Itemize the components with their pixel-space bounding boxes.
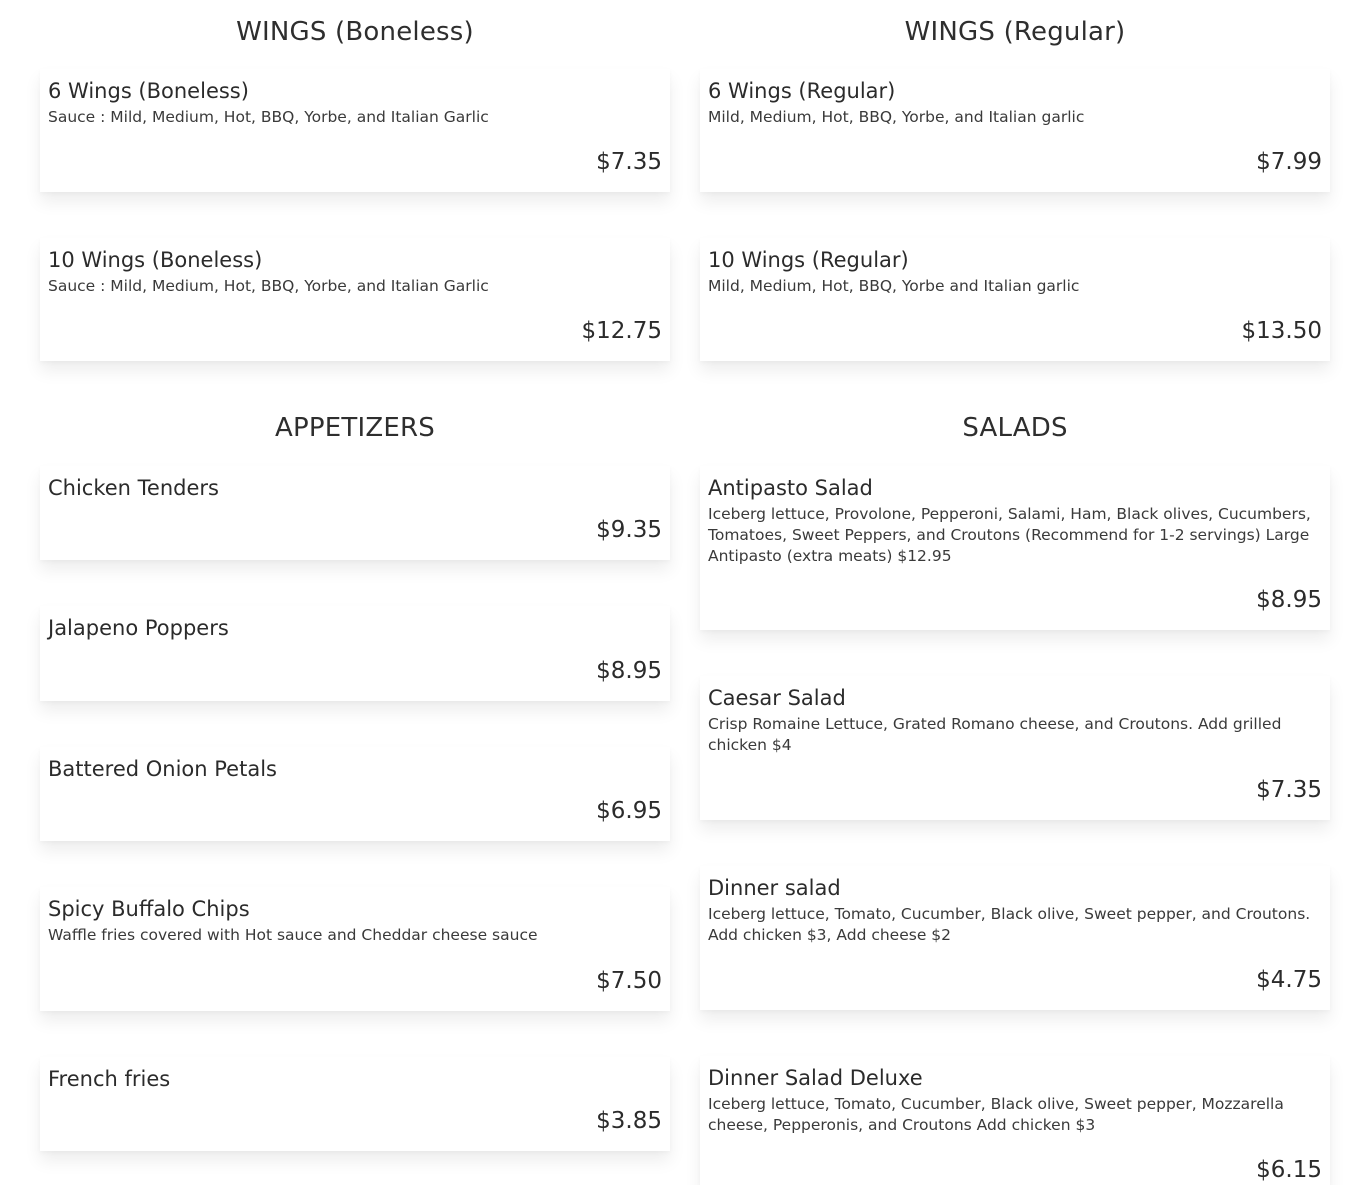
section-title-appetizers: APPETIZERS [275, 413, 435, 443]
item-price: $6.15 [1256, 1157, 1322, 1183]
item-price: $9.35 [596, 517, 662, 543]
item-description: Mild, Medium, Hot, BBQ, Yorbe, and Italian garlic [708, 108, 1085, 126]
menu-item-card[interactable] [700, 238, 1330, 361]
item-description: Iceberg lettuce, Tomato, Cucumber, Black olive, Sweet pepper, and Croutons. Add chicken $3, Add cheese $2 [708, 905, 1311, 944]
menu-item-card[interactable] [40, 238, 670, 361]
item-price: $3.85 [596, 1108, 662, 1134]
menu-item-card[interactable] [700, 676, 1330, 820]
item-price: $8.95 [1256, 587, 1322, 613]
item-name: Spicy Buffalo Chips [48, 897, 250, 921]
item-description: Crisp Romaine Lettuce, Grated Romano cheese, and Croutons. Add grilled chicken $4 [708, 715, 1282, 754]
menu-item-card[interactable] [700, 1056, 1330, 1185]
item-name: 10 Wings (Regular) [708, 248, 909, 272]
item-name: 6 Wings (Regular) [708, 79, 896, 103]
section-title-wings-regular: WINGS (Regular) [904, 17, 1126, 47]
item-description: Sauce : Mild, Medium, Hot, BBQ, Yorbe, and Italian Garlic [48, 108, 489, 126]
menu-item-card[interactable] [700, 866, 1330, 1010]
item-price: $8.95 [596, 658, 662, 684]
item-price: $7.99 [1256, 149, 1322, 175]
item-name: Antipasto Salad [708, 476, 873, 500]
section-title-salads: SALADS [962, 413, 1068, 443]
item-description: Iceberg lettuce, Tomato, Cucumber, Black olive, Sweet pepper, Mozzarella cheese, Pepperonis, and Croutons Add chicken $3 [708, 1095, 1284, 1134]
item-name: Dinner salad [708, 876, 841, 900]
item-description: Mild, Medium, Hot, BBQ, Yorbe and Italian garlic [708, 277, 1080, 295]
item-description: Iceberg lettuce, Provolone, Pepperoni, Salami, Ham, Black olives, Cucumbers, Tomatoes, Sweet Peppers, and Croutons (Recommend for 1-2 servings) Large Antipasto (extra meats) $12.95 [708, 505, 1311, 565]
item-description: Sauce : Mild, Medium, Hot, BBQ, Yorbe, and Italian Garlic [48, 277, 489, 295]
item-name: Chicken Tenders [48, 476, 219, 500]
item-description: Waffle fries covered with Hot sauce and Cheddar cheese sauce [48, 926, 538, 944]
item-price: $7.35 [596, 149, 662, 175]
item-name: Battered Onion Petals [48, 757, 277, 781]
item-name: Jalapeno Poppers [48, 616, 229, 640]
item-price: $4.75 [1256, 967, 1322, 993]
item-name: French fries [48, 1067, 171, 1091]
menu-item-card[interactable] [700, 69, 1330, 192]
menu-item-card[interactable] [40, 69, 670, 192]
item-name: 10 Wings (Boneless) [48, 248, 263, 272]
menu-item-card[interactable] [40, 606, 670, 701]
menu-item-card[interactable] [40, 747, 670, 841]
menu-item-card[interactable] [700, 466, 1330, 630]
menu-item-card[interactable] [40, 1057, 670, 1151]
item-name: 6 Wings (Boneless) [48, 79, 249, 103]
item-name: Caesar Salad [708, 686, 846, 710]
item-price: $12.75 [581, 318, 662, 344]
menu-item-card[interactable] [40, 466, 670, 560]
section-title-wings-boneless: WINGS (Boneless) [236, 17, 474, 47]
menu-item-card[interactable] [40, 887, 670, 1011]
item-price: $13.50 [1241, 318, 1322, 344]
item-price: $7.35 [1256, 777, 1322, 803]
item-price: $7.50 [596, 968, 662, 994]
item-price: $6.95 [596, 798, 662, 824]
item-name: Dinner Salad Deluxe [708, 1066, 923, 1090]
